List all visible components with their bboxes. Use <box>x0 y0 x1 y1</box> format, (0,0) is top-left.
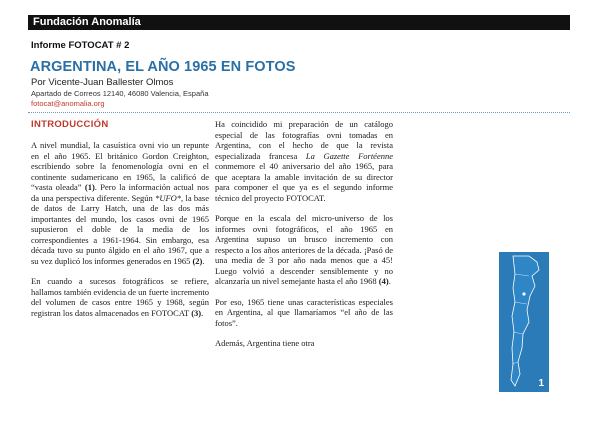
article-title: ARGENTINA, EL AÑO 1965 EN FOTOS <box>30 59 296 75</box>
section-heading-introduccion: INTRODUCCIÓN <box>31 119 109 130</box>
middle-paragraph-4: Además, Argentina tiene otra <box>215 338 315 348</box>
report-label: Informe FOTOCAT # 2 <box>31 40 130 51</box>
magazine-title: La Gazette Fortéenne <box>305 150 393 161</box>
page-number: 1 <box>538 378 544 389</box>
middle-paragraph-3: Por eso, 1965 tiene unas características especiales en Argentina, al que llamaríamos “el año de las fotos”. <box>215 296 393 328</box>
middle-paragraph-1: Ha coincidido mi preparación de un catálogo especial de las fotografías ovni tomadas en Argentina, con el hecho de que la revista especializada francesa La Gazette Fortéenne conmemore el 40 aniversario del año 1965, para que aceptara la amable invitación de su director para componer el que ya es el segundo informe técnico del proyecto FOTOCAT. <box>215 119 393 203</box>
footnote-ref-3: (3) <box>191 307 202 318</box>
argentina-map <box>499 252 549 392</box>
left-paragraph-2: En cuando a sucesos fotográficos se refiere, hallamos también evidencia de un fuerte incremento del volumen de casos entre 1965 y 1968, según registran los datos almacenados en FOTOCAT (3). <box>31 276 209 318</box>
middle-paragraph-2: Porque en la escala del micro-universo de los informes ovni fotográficos, el año 1965 en Argentina supuso un brusco incremento con respecto a los años anteriores de la década. ¡Pasó de una media de 3 por año nada menos que a 45! Luego volvió a descender sensiblemente y no alcanzaría un nivel semejante hasta el año 1968 (4). <box>215 213 393 286</box>
left-text-column <box>31 140 209 328</box>
left-paragraph-1: A nivel mundial, la casuística ovni vio un repunte en el año 1965. El británico Gordon Creighton, escribiendo sobre la fenomenología ovni en el continente sudamericano en 1965, la calificó de “vasta oleada” (1). Pero la información actual nos da una perspectiva diferente. Según *UFO*, la base de datos de Larry Hatch, una de las dos más importantes del mundo, los casos ovni de 1965 supusieron el doble de la media de los correspondientes a 1961-1964. Sin embargo, esa década tuvo su punto álgido en el año 1967, que a su vez duplicó los informes generados en 1965 (2). <box>31 140 209 266</box>
argentina-outline-icon <box>499 252 549 392</box>
footnote-ref-2: (2) <box>192 255 203 266</box>
footnote-ref-4: (4) <box>378 276 389 286</box>
organization-header: Fundación Anomalía <box>28 15 570 30</box>
author-email-link[interactable]: fotocat@anomalia.org <box>31 99 105 108</box>
author-address: Apartado de Correos 12140, 46080 Valencia, España <box>31 89 209 98</box>
footnote-ref-1: (1) <box>84 182 95 192</box>
author-line: Por Vicente-Juan Ballester Olmos <box>31 77 174 88</box>
section-divider <box>28 112 570 113</box>
middle-text-column <box>215 119 393 359</box>
